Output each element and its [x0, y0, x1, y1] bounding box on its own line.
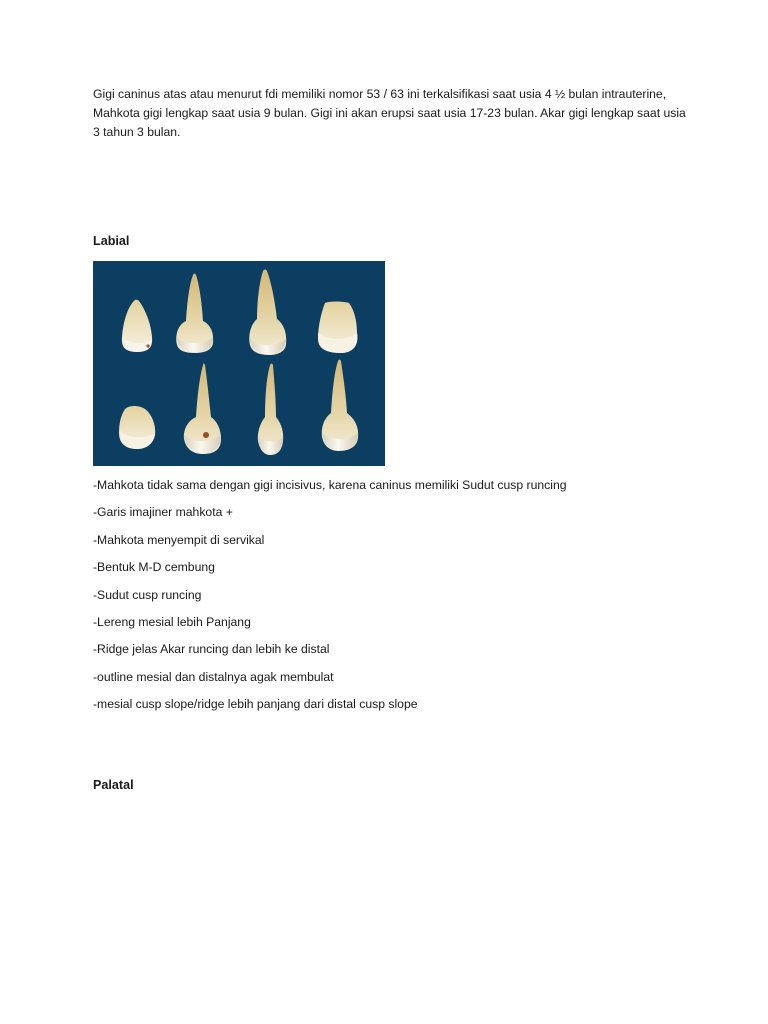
list-item: -mesial cusp slope/ridge lebih panjang dari distal cusp slope	[93, 697, 418, 712]
list-item: -Mahkota tidak sama dengan gigi incisivus, karena caninus memiliki Sudut cusp runcing	[93, 478, 567, 492]
labial-teeth-photo	[93, 261, 385, 466]
characteristics-list	[93, 477, 713, 724]
list-item: -Bentuk M-D cembung	[93, 560, 215, 575]
list-item: -Garis imajiner mahkota +	[93, 505, 233, 520]
teeth-photo-illustration	[93, 261, 385, 466]
tooth-4-icon	[318, 302, 357, 354]
palatal-heading: Palatal	[93, 778, 134, 792]
list-item: -Ridge jelas Akar runcing dan lebih ke distal	[93, 642, 330, 657]
labial-heading: Labial	[93, 234, 130, 248]
intro-paragraph: Gigi caninus atas atau menurut fdi memiliki nomor 53 / 63 ini terkalsifikasi saat usia 4 ½ bulan intrauterine, Mahkota gigi lengkap saat usia 9 bulan. Gigi ini akan erupsi saat usia 17-23 bulan. Akar gigi lengkap saat usia 3 tahun 3 bulan.	[93, 87, 686, 139]
list-item: -Sudut cusp runcing	[93, 587, 202, 602]
list-item: -outline mesial dan distalnya agak membulat	[93, 669, 334, 684]
list-item: -Lereng mesial lebih Panjang	[93, 614, 251, 629]
list-item: -Mahkota menyempit di servikal	[93, 532, 265, 547]
